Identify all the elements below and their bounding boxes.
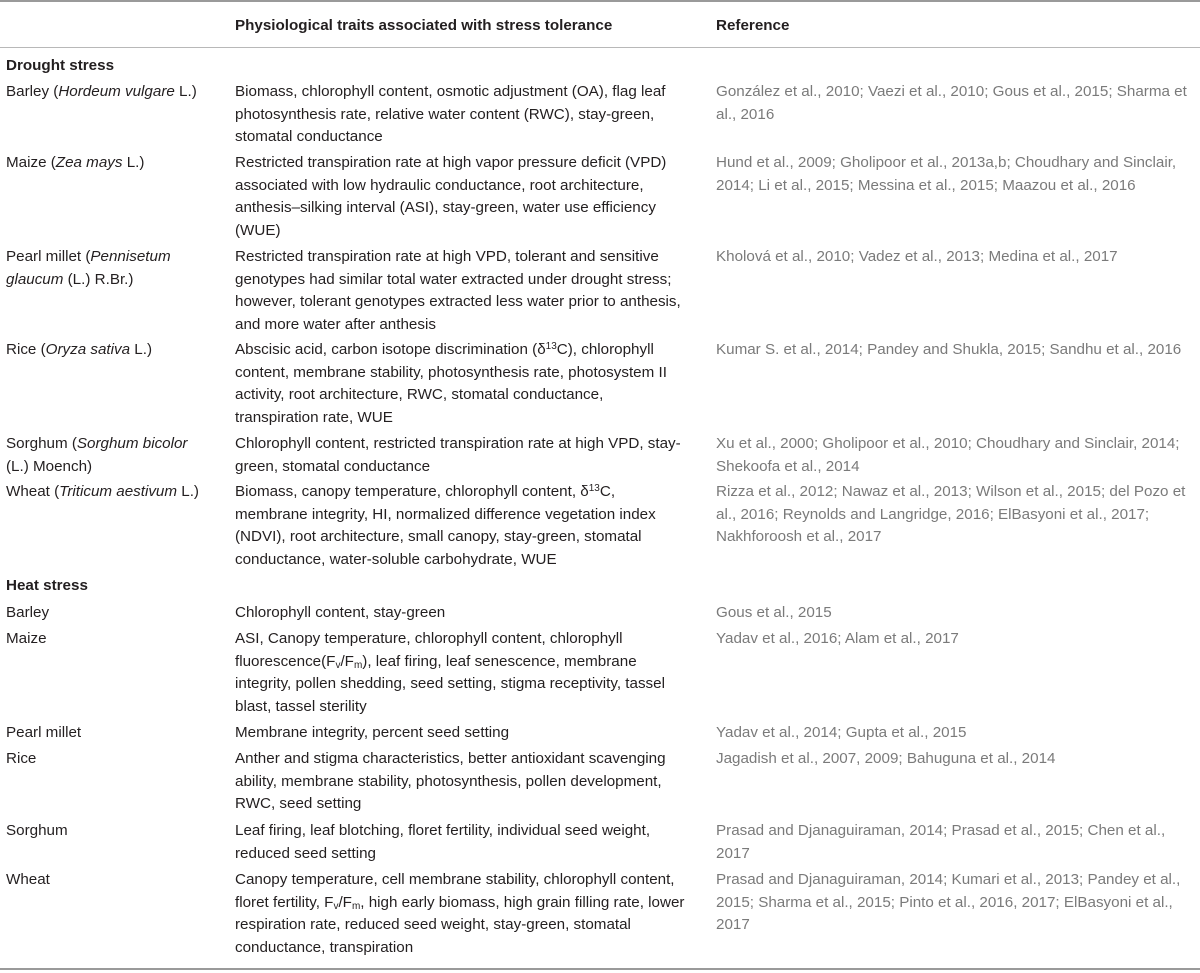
traits-cell: Leaf firing, leaf blotching, floret fertility, individual seed weight, reduced seed setting bbox=[235, 822, 651, 862]
reference-cell: Prasad and Djanaguiraman, 2014; Prasad et al., 2015; Chen et al., 2017 bbox=[716, 822, 1166, 862]
reference-cell: Kholová et al., 2010; Vadez et al., 2013; Medina et al., 2017 bbox=[716, 248, 1118, 265]
reference-cell: Xu et al., 2000; Gholipoor et al., 2010; Choudhary and Sinclair, 2014; Shekoofa et al., 2014 bbox=[716, 435, 1180, 475]
table-top-rule bbox=[0, 0, 1200, 2]
traits-cell: Biomass, canopy temperature, chlorophyll content, $\delta^{13}C$, membrane integrity, HI, normalized difference vegetation index (NDVI), root architecture, small canopy, stay-green, stomatal conductance, water-soluble carbohydrate, WUE bbox=[235, 483, 656, 568]
reference-cell: Kumar S. et al., 2014; Pandey and Shukla, 2015; Sandhu et al., 2016 bbox=[716, 341, 1182, 358]
crop-cell: Barley (Hordeum vulgare L.) bbox=[6, 83, 197, 100]
crop-cell: Barley bbox=[6, 604, 50, 621]
traits-cell: ASI, Canopy temperature, chlorophyll content, chlorophyll $fluorescence(F_v/F_m)$, leaf firing, leaf senescence, membrane integrity, pollen shedding, seed setting, stigma receptivity, tassel blast, tassel sterility bbox=[235, 630, 665, 715]
section-title-heat: Heat stress bbox=[6, 577, 88, 594]
traits-cell: Canopy temperature, cell membrane stability, chlorophyll content, floret fertility, $F_v/F_m$, high early biomass, high grain filling rate, lower respiration rate, reduced seed weight, stay-green, stomatal conductance, transpiration bbox=[235, 871, 685, 956]
reference-cell: Rizza et al., 2012; Nawaz et al., 2013; Wilson et al., 2015; del Pozo et al., 2016; Reynolds and Langridge, 2016; ElBasyoni et al., 2017; Nakhforoosh et al., 2017 bbox=[716, 483, 1186, 545]
crop-cell: Sorghum (Sorghum bicolor (L.) Moench) bbox=[6, 435, 188, 475]
table-header-rule bbox=[0, 47, 1200, 48]
traits-cell: Chlorophyll content, restricted transpiration rate at high VPD, stay-green, stomatal conductance bbox=[235, 435, 681, 475]
crop-cell: Pearl millet (Pennisetum glaucum (L.) R.Br.) bbox=[6, 248, 171, 288]
header-reference: Reference bbox=[716, 17, 790, 34]
crop-cell: Rice (Oryza sativa L.) bbox=[6, 341, 153, 358]
crop-cell: Wheat (Triticum aestivum L.) bbox=[6, 483, 199, 500]
traits-cell: Restricted transpiration rate at high vapor pressure deficit (VPD) associated with low hydraulic conductance, root architecture, anthesis–silking interval (ASI), stay-green, water use efficiency (WUE) bbox=[235, 154, 667, 239]
section-title-drought: Drought stress bbox=[6, 57, 115, 74]
crop-cell: Pearl millet bbox=[6, 724, 82, 741]
reference-cell: Yadav et al., 2016; Alam et al., 2017 bbox=[716, 630, 959, 647]
reference-cell: González et al., 2010; Vaezi et al., 2010; Gous et al., 2015; Sharma et al., 2016 bbox=[716, 83, 1187, 123]
traits-cell: Biomass, chlorophyll content, osmotic adjustment (OA), flag leaf photosynthesis rate, relative water content (RWC), stay-green, stomatal conductance bbox=[235, 83, 666, 145]
reference-cell: Yadav et al., 2014; Gupta et al., 2015 bbox=[716, 724, 967, 741]
crop-cell: Maize bbox=[6, 630, 47, 647]
traits-cell: Chlorophyll content, stay-green bbox=[235, 604, 446, 621]
table-bottom-rule bbox=[0, 968, 1200, 970]
table-header-row bbox=[0, 15, 1200, 39]
traits-cell: Anther and stigma characteristics, better antioxidant scavenging ability, membrane stability, photosynthesis, pollen development, RWC, seed setting bbox=[235, 750, 666, 812]
traits-cell: Membrane integrity, percent seed setting bbox=[235, 724, 510, 741]
crop-cell: Maize (Zea mays L.) bbox=[6, 154, 145, 171]
crop-cell: Wheat bbox=[6, 871, 50, 888]
header-traits: Physiological traits associated with stress tolerance bbox=[235, 17, 613, 34]
reference-cell: Hund et al., 2009; Gholipoor et al., 2013a,b; Choudhary and Sinclair, 2014; Li et al., 2015; Messina et al., 2015; Maazou et al., 2016 bbox=[716, 154, 1177, 194]
reference-cell: Gous et al., 2015 bbox=[716, 604, 832, 621]
traits-cell: Restricted transpiration rate at high VPD, tolerant and sensitive genotypes had similar total water extracted under drought stress; however, tolerant genotypes extracted less water prior to anthesis, and more water after anthesis bbox=[235, 248, 681, 333]
traits-cell: Abscisic acid, carbon isotope discrimination $(\delta^{13}C)$, chlorophyll content, membrane stability, photosynthesis rate, photosystem II activity, root architecture, RWC, stomatal conductance, transpiration rate, WUE bbox=[235, 341, 667, 426]
reference-cell: Jagadish et al., 2007, 2009; Bahuguna et al., 2014 bbox=[716, 750, 1056, 767]
reference-cell: Prasad and Djanaguiraman, 2014; Kumari et al., 2013; Pandey et al., 2015; Sharma et al., 2015; Pinto et al., 2016, 2017; ElBasyoni et al., 2017 bbox=[716, 871, 1181, 933]
crop-cell: Sorghum bbox=[6, 822, 68, 839]
crop-cell: Rice bbox=[6, 750, 37, 767]
